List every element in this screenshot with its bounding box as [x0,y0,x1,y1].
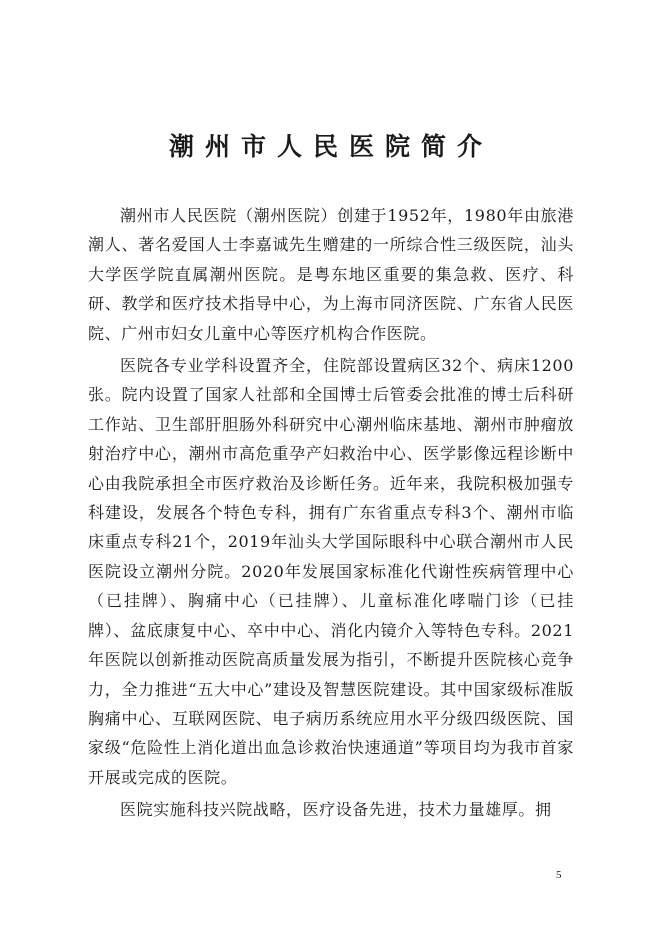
page-number: 5 [556,869,562,881]
page-title: 潮州市人民医院简介 [168,132,493,161]
paragraph-departments: 医院各专业学科设置齐全，住院部设置病区32个、病床1200张。院内设置了国家人社部和全国博士后管委会批准的博士后科研工作站、卫生部肝胆肠外科研究中心潮州临床基地、潮州市肿瘤放射治疗中心，潮州市高危重孕产妇救治中心、医学影像远程诊断中心由我院承担全市医疗救治及诊断任务。近年来，我院积极加强专科建设，发展各个特色专科，拥有广东省重点专科3个、潮州市临床重点专科21个，2019年汕头大学国际眼科中心联合潮州市人民医院设立潮州分院。2020年发展国家标准化代谢性疾病管理中心（已挂牌）、胸痛中心（已挂牌）、儿童标准化哮喘门诊（已挂牌）、盆底康复中心、卒中中心、消化内镜介入等特色专科。2021年医院以创新推动医院高质量发展为指引，不断提升医院核心竞争力，全力推进“五大中心”建设及智慧医院建设。其中国家级标准版胸痛中心、互联网医院、电子病历系统应用水平分级四级医院、国家级“危险性上消化道出血急诊救治快速通道”等项目均为我市首家开展或完成的医院。 [88,356,574,787]
document-body [88,201,574,828]
paragraph-intro: 潮州市人民医院（潮州医院）创建于1952年，1980年由旅港潮人、著名爱国人士李嘉诚先生赠建的一所综合性三级医院，汕头大学医学院直属潮州医院。是粤东地区重要的集急救、医疗、科研、教学和医疗技术指导中心，为上海市同济医院、广东省人民医院、广州市妇女儿童中心等医疗机构合作医院。 [88,206,574,343]
paragraph-technology: 医院实施科技兴院战略，医疗设备先进，技术力量雄厚。拥 [120,800,552,820]
